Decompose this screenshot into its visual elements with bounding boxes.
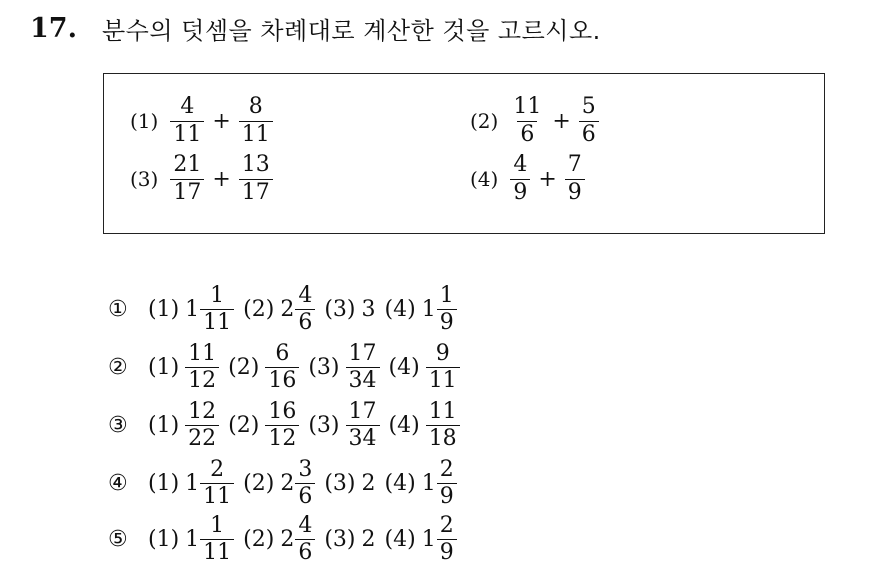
answer-label: (3) [324, 297, 356, 322]
fraction [295, 515, 315, 564]
denominator: 6 [579, 121, 599, 146]
whole-part: 1 [421, 297, 436, 322]
problem-box [103, 73, 825, 234]
numerator: 2 [439, 457, 454, 482]
fraction [437, 285, 457, 334]
denominator: 6 [295, 309, 315, 334]
fraction [295, 459, 315, 508]
answer-label: (3) [308, 413, 340, 438]
numerator: 17 [348, 341, 377, 366]
numerator: 16 [268, 399, 297, 424]
whole-part: 2 [280, 527, 295, 552]
answer-label: (3) [324, 471, 356, 496]
choice-mark: ④ [108, 471, 128, 496]
denominator: 11 [426, 367, 460, 392]
problem-label: (1) [130, 109, 159, 133]
whole-part: 1 [185, 471, 200, 496]
fraction [239, 96, 273, 146]
answer-label: (3) [308, 355, 340, 380]
choice-3[interactable] [108, 401, 460, 450]
choice-2[interactable] [108, 343, 460, 392]
numerator: 11 [188, 341, 217, 366]
numerator: 9 [435, 341, 450, 366]
choice-1[interactable] [108, 285, 457, 334]
numerator: 2 [439, 513, 454, 538]
problem-label: (4) [470, 167, 499, 191]
denominator: 34 [346, 367, 380, 392]
fraction [295, 285, 315, 334]
fraction [579, 96, 599, 146]
answer-label: (2) [243, 297, 275, 322]
numerator: 1 [439, 283, 454, 308]
answer-label: (1) [148, 527, 180, 552]
denominator: 11 [239, 121, 273, 146]
denominator: 9 [437, 539, 457, 564]
denominator: 6 [517, 121, 537, 146]
problem-3 [130, 154, 273, 204]
fraction [426, 343, 460, 392]
answer-label: (1) [148, 413, 180, 438]
plus-operator: + [212, 108, 231, 134]
denominator: 6 [295, 539, 315, 564]
denominator: 11 [200, 483, 234, 508]
choice-mark: ② [108, 355, 128, 380]
answer-label: (1) [148, 297, 180, 322]
numerator: 4 [298, 513, 313, 538]
denominator: 17 [239, 179, 273, 204]
answer-label: (4) [388, 355, 420, 380]
denominator: 12 [185, 367, 219, 392]
choice-5[interactable] [108, 515, 457, 564]
fraction [239, 154, 273, 204]
problem-label: (3) [130, 167, 159, 191]
whole-part: 2 [280, 297, 295, 322]
fraction [200, 515, 234, 564]
answer-label: (4) [384, 471, 416, 496]
fraction [565, 154, 585, 204]
fraction [346, 401, 380, 450]
choice-mark: ⑤ [108, 527, 128, 552]
fraction [510, 96, 544, 146]
problem-1 [130, 96, 273, 146]
choice-4[interactable] [108, 459, 457, 508]
plus-operator: + [538, 166, 557, 192]
denominator: 6 [295, 483, 315, 508]
choice-mark: ① [108, 297, 128, 322]
whole-part: 1 [185, 297, 200, 322]
numerator: 21 [173, 152, 202, 177]
fraction [170, 154, 204, 204]
numerator: 11 [513, 94, 542, 119]
problem-2 [470, 96, 599, 146]
answer-label: (3) [324, 527, 356, 552]
denominator: 18 [426, 425, 460, 450]
fraction [200, 459, 234, 508]
choice-mark: ③ [108, 413, 128, 438]
numerator: 3 [298, 457, 313, 482]
fraction [265, 343, 299, 392]
fraction [185, 343, 219, 392]
numerator: 4 [180, 94, 195, 119]
denominator: 11 [200, 309, 234, 334]
whole-part: 2 [280, 471, 295, 496]
whole-part: 1 [421, 527, 436, 552]
denominator: 11 [170, 121, 204, 146]
numerator: 5 [581, 94, 596, 119]
fraction [437, 515, 457, 564]
numerator: 12 [188, 399, 217, 424]
denominator: 17 [170, 179, 204, 204]
fraction [510, 154, 530, 204]
answer-label: (1) [148, 471, 180, 496]
question-text: 분수의 덧셈을 차례대로 계산한 것을 고르시오. [102, 16, 601, 45]
numerator: 2 [210, 457, 225, 482]
denominator: 16 [265, 367, 299, 392]
answer-label: (2) [228, 355, 260, 380]
plus-operator: + [212, 166, 231, 192]
numerator: 4 [513, 152, 528, 177]
fraction [426, 401, 460, 450]
numerator: 13 [241, 152, 270, 177]
denominator: 22 [185, 425, 219, 450]
denominator: 9 [565, 179, 585, 204]
problem-4 [470, 154, 585, 204]
fraction [346, 343, 380, 392]
whole-part: 1 [421, 471, 436, 496]
whole-part: 1 [185, 527, 200, 552]
whole-part: 2 [361, 471, 376, 496]
numerator: 17 [348, 399, 377, 424]
numerator: 4 [298, 283, 313, 308]
denominator: 34 [346, 425, 380, 450]
numerator: 8 [248, 94, 263, 119]
answer-label: (4) [384, 297, 416, 322]
numerator: 6 [275, 341, 290, 366]
question-header [30, 8, 601, 48]
numerator: 7 [567, 152, 582, 177]
numerator: 1 [210, 283, 225, 308]
denominator: 9 [510, 179, 530, 204]
fraction [437, 459, 457, 508]
answer-label: (1) [148, 355, 180, 380]
answer-label: (4) [384, 527, 416, 552]
numerator: 1 [210, 513, 225, 538]
denominator: 12 [265, 425, 299, 450]
question-number: 17. [30, 12, 77, 44]
plus-operator: + [552, 108, 571, 134]
numerator: 11 [428, 399, 457, 424]
answer-label: (2) [243, 527, 275, 552]
fraction [265, 401, 299, 450]
fraction [200, 285, 234, 334]
answer-label: (4) [388, 413, 420, 438]
answer-label: (2) [243, 471, 275, 496]
problem-label: (2) [470, 109, 499, 133]
answer-label: (2) [228, 413, 260, 438]
whole-part: 3 [361, 297, 376, 322]
fraction [170, 96, 204, 146]
whole-part: 2 [361, 527, 376, 552]
denominator: 9 [437, 309, 457, 334]
fraction [185, 401, 219, 450]
denominator: 11 [200, 539, 234, 564]
denominator: 9 [437, 483, 457, 508]
